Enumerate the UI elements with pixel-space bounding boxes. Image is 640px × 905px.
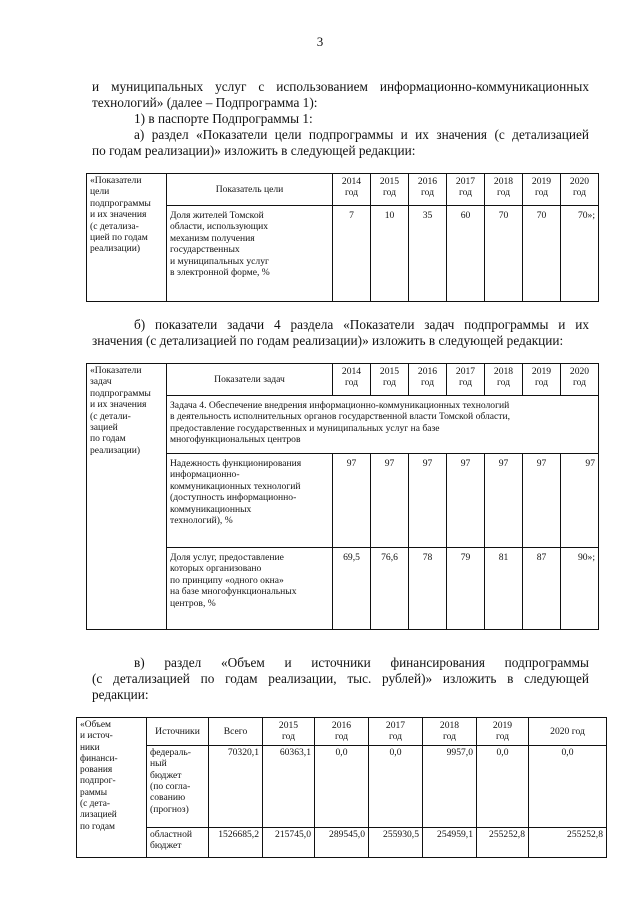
table1-indicator: Доля жителей Томской области, использующих механизм получения государственных и муниципальных услуг в электронной форме, % [167,206,333,302]
intro-line-1: и муниципальных услуг с использованием информационно-коммуникационных [92,79,589,94]
table2-value: 97 [561,454,599,548]
table3-value: 0,0 [529,745,607,827]
table3-row-label: «Объем и источ- ники финанси- рования подпрог- раммы (с дета- лизацией по годам [77,718,147,858]
table1-year: 2015 год [371,174,409,206]
table3-value: 289545,0 [315,827,369,857]
table-goal-indicators [86,173,599,302]
table3-value: 254959,1 [423,827,477,857]
table3-header: Источники [147,718,209,746]
table2-value: 81 [485,548,523,630]
table2-year: 2020 год [561,364,599,396]
table2-task: Задача 4. Обеспечение внедрения информационно-коммуникационных технологий в деятельность исполнительных органов государственной власти Томской области, предоставление государственных и муниципальных услуг на базе многофункциональных центров [167,396,599,454]
table3-header: 2015 год [263,718,315,746]
table2-value: 90»; [561,548,599,630]
table2-value: 97 [447,454,485,548]
table2-year: 2015 год [371,364,409,396]
table3-header: 2016 год [315,718,369,746]
table2-year: 2014 год [333,364,371,396]
table2-indicator: Доля услуг, предоставление которых организовано по принципу «одного окна» на базе многофункциональных центров, % [167,548,333,630]
table1-value: 70 [485,206,523,302]
table3-header: 2020 год [529,718,607,746]
table1-year: 2018 год [485,174,523,206]
table3-value: 0,0 [315,745,369,827]
table2-year: 2017 год [447,364,485,396]
table3-header: Всего [209,718,263,746]
table1-year: 2019 год [523,174,561,206]
table3-value: 255930,5 [369,827,423,857]
table1-value: 70»; [561,206,599,302]
table3-value: 70320,1 [209,745,263,827]
section-b-line-1: б) показатели задачи 4 раздела «Показатели задач подпрограммы и их [134,317,589,332]
table2-value: 97 [371,454,409,548]
table1-header-indicator: Показатель цели [167,174,333,206]
section-c-line-1: в) раздел «Объем и источники финансирования подпрограммы [134,655,589,670]
table1-value: 7 [333,206,371,302]
table2-value: 87 [523,548,561,630]
table2-value: 97 [523,454,561,548]
table3-source: областной бюджет [147,827,209,857]
table2-header-indicator: Показатели задач [167,364,333,396]
table3-value: 9957,0 [423,745,477,827]
table-task-indicators [86,363,599,630]
table2-year: 2019 год [523,364,561,396]
item-a-line-1: а) раздел «Показатели цели подпрограммы и их значения (с детализацией [134,127,589,142]
table2-value: 97 [333,454,371,548]
table2-value: 79 [447,548,485,630]
table1-value: 10 [371,206,409,302]
table1-value: 35 [409,206,447,302]
section-c-line-3: редакции: [92,687,149,702]
table3-value: 0,0 [369,745,423,827]
table2-value: 78 [409,548,447,630]
table3-header: 2018 год [423,718,477,746]
section-c-line-2: (с детализацией по годам реализации, тыс. рублей)» изложить в следующей [92,671,589,686]
intro-line-2: технологий» (далее – Подпрограмма 1): [92,95,318,110]
table1-value: 70 [523,206,561,302]
table2-year: 2018 год [485,364,523,396]
table2-value: 97 [409,454,447,548]
table1-row-label: «Показатели цели подпрограммы и их значения (с детализа- цией по годам реализации) [87,174,167,302]
table3-value: 215745,0 [263,827,315,857]
table1-year: 2020 год [561,174,599,206]
table2-value: 76,6 [371,548,409,630]
table1-year: 2014 год [333,174,371,206]
table3-value: 60363,1 [263,745,315,827]
table1-year: 2017 год [447,174,485,206]
table2-value: 97 [485,454,523,548]
table1-value: 60 [447,206,485,302]
table2-row-label: «Показатели задач подпрограммы и их значения (с детали- зацией по годам реализации) [87,364,167,630]
table2-year: 2016 год [409,364,447,396]
table3-value: 1526685,2 [209,827,263,857]
item-a-line-2: по годам реализации)» изложить в следующей редакции: [92,143,416,158]
table-financing [76,717,607,858]
table1-year: 2016 год [409,174,447,206]
table3-header: 2017 год [369,718,423,746]
table3-value: 255252,8 [477,827,529,857]
page-number: 3 [316,34,324,49]
table2-value: 69,5 [333,548,371,630]
intro-item-1: 1) в паспорте Подпрограммы 1: [134,111,313,126]
section-b-line-2: значения (с детализацией по годам реализации)» изложить в следующей редакции: [92,333,564,348]
table3-source: федераль- ный бюджет (по согла- сованию (прогноз) [147,745,209,827]
table3-value: 0,0 [477,745,529,827]
table3-value: 255252,8 [529,827,607,857]
table3-header: 2019 год [477,718,529,746]
table2-indicator: Надежность функционирования информационно- коммуникационных технологий (доступность информационно- коммуникационных технологий), % [167,454,333,548]
